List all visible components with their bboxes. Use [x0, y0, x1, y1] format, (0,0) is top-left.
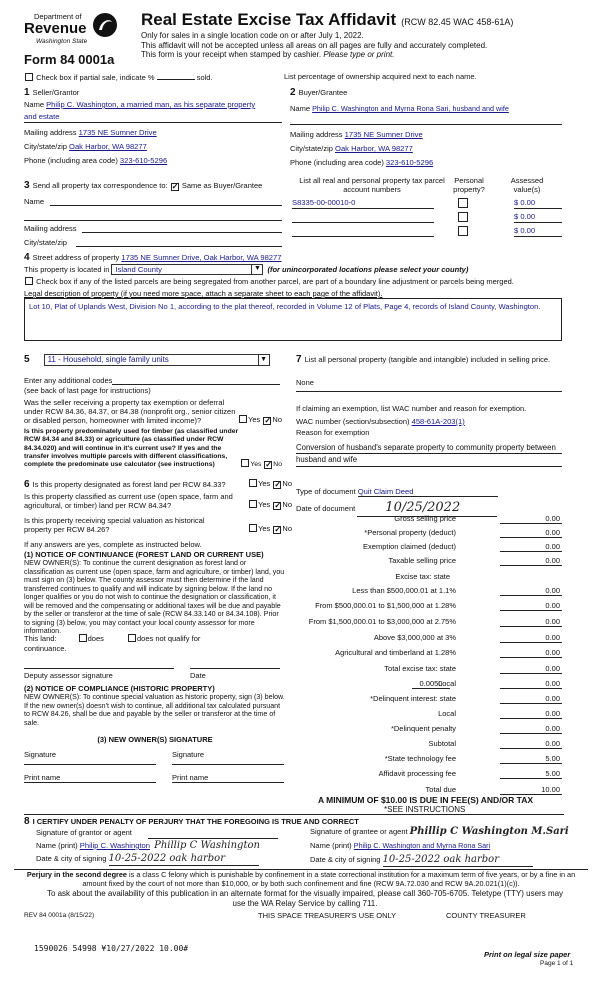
figure-row: [296, 586, 562, 600]
header-note-3: This form is your receipt when stamped by cashier.: [141, 50, 322, 60]
additional-codes-note: (see back of last page for instructions): [24, 386, 151, 395]
buyer-heading-row: [290, 87, 347, 99]
buyer-name-field[interactable]: Philip C. Washington and Myrna Rona Sari, husband and wife: [312, 104, 509, 113]
buyer-mailing-label: Mailing address: [290, 130, 343, 139]
buyer-heading: Buyer/Grantee: [298, 88, 348, 97]
legal-paper-note: Print on legal size paper: [484, 950, 571, 959]
historic-no-checkbox[interactable]: ✓: [274, 525, 282, 535]
figure-label: *Delinquent penalty: [390, 724, 456, 733]
forest-question-text: Is this property designated as forest land per RCW 84.33?: [32, 480, 226, 489]
buyer-phone-field[interactable]: 323-610-5296: [385, 158, 434, 167]
figure-label: Local: [438, 709, 456, 718]
seller-mailing-label: Mailing address: [24, 128, 77, 137]
seller-phone-row: [24, 156, 167, 165]
assessed-value-field[interactable]: $ 0.00: [514, 212, 562, 223]
buyer-name-row: [290, 104, 509, 114]
seller-city-label: City/state/zip: [24, 142, 67, 151]
new-owner-print-label-2: Print name: [172, 773, 209, 782]
exemption-question-text: Was the seller receiving a property tax exemption or deferral under RCW 84.36, 84.37, or 84.38 (nonprofit org., senior citizen or disabled person, homeowner with limited income)?: [24, 398, 236, 426]
figure-label: *State technology fee: [384, 754, 456, 763]
parcel-row: [292, 198, 562, 212]
buyer-name-label: Name: [290, 104, 311, 113]
document-date-field[interactable]: 10/25/2022: [357, 500, 497, 517]
dor-logo: [24, 12, 124, 52]
does-checkbox[interactable]: [79, 634, 87, 642]
section8-number: 8: [24, 816, 30, 827]
yes-label: Yes: [258, 524, 271, 534]
cashier-stamp: 1590026 54998 ¥10/27/2022 10.00#: [34, 944, 189, 953]
no-label: No: [273, 461, 282, 469]
timber-yes-checkbox[interactable]: [241, 459, 249, 467]
figure-label: Agricultural and timberland at 1.28%: [335, 648, 456, 657]
parcel-number-field[interactable]: [292, 212, 434, 223]
figure-value[interactable]: 0.00: [500, 679, 562, 689]
figure-value[interactable]: 0.00: [500, 724, 562, 734]
partial-sale-row: [24, 72, 213, 82]
form-title-row: [141, 10, 513, 31]
county-select-value: Island County: [115, 264, 162, 274]
header-note-2: This affidavit will not be accepted unless all areas on all pages are fully and accurately completed.: [141, 40, 488, 50]
partial-sale-percent-field[interactable]: [157, 72, 195, 80]
timber-question: [24, 428, 282, 469]
current-use-yes-no: [248, 500, 292, 510]
assessed-value-field[interactable]: $ 0.00: [514, 226, 562, 237]
treasurer-use-label: THIS SPACE TREASURER'S USE ONLY: [258, 911, 397, 920]
figure-row: [296, 739, 562, 753]
figure-value[interactable]: 0.00: [500, 648, 562, 658]
grantee-date-field[interactable]: 10-25-2022 oak harbor: [383, 854, 533, 867]
county-treasurer-label: COUNTY TREASURER: [446, 911, 526, 920]
grantor-name-field[interactable]: Philip C. Washington: [79, 841, 150, 850]
county-note: (for unincorporated locations please select your county): [267, 264, 469, 274]
yes-label: Yes: [248, 415, 261, 425]
figure-row: [296, 514, 562, 528]
figure-row: [296, 528, 562, 542]
segregated-row: [24, 277, 514, 286]
document-type-row: [296, 487, 498, 497]
dept-state: Washington State: [36, 38, 88, 45]
alternate-format-note: To ask about the availability of this publication in an alternate format for the visually impaired, please call 360-705-6705. Teletype (TTY) users may use the WA Relay Service by calling 711.: [46, 889, 564, 908]
timber-yes-no: [240, 459, 282, 469]
grantor-name-label: Name (print): [36, 841, 78, 850]
parcel-row: [292, 212, 562, 226]
section5-number: 5: [24, 354, 30, 365]
figure-value[interactable]: 5.00: [500, 754, 562, 764]
grantee-date-label: Date & city of signing: [310, 855, 381, 864]
corr-mailing-label: Mailing address: [24, 224, 77, 233]
segregated-label: Check box if any of the listed parcels are being segregated from another parcel, are part of a boundary line adjustment or parcels being merged.: [36, 277, 514, 286]
figure-label: Local: [438, 679, 456, 688]
same-as-buyer-label: Same as Buyer/Grantee: [181, 181, 263, 190]
personal-property-list: [296, 354, 562, 366]
figure-value[interactable]: 0.00: [500, 739, 562, 749]
forest-yes-no: [248, 479, 292, 489]
seller-phone-label: Phone (including area code): [24, 156, 118, 165]
notice2-body: NEW OWNER(S): To continue special valuation as historic property, sign (3) below. If the new owner(s) doesn't wish to continue, all additional tax calculated pursuant to RCW 84.26, shall be due and payable by the seller or transferor at the time of sale.: [24, 693, 285, 727]
seller-phone-field[interactable]: 323-610-5296: [119, 156, 168, 165]
forest-yes-checkbox[interactable]: [249, 479, 257, 487]
figure-value[interactable]: 0.00: [500, 556, 562, 566]
correspondence-label: Send all property tax correspondence to:: [32, 181, 168, 190]
figure-row: [296, 648, 562, 662]
figure-label: Less than $500,000.01 at 1.1%: [352, 586, 456, 595]
county-select[interactable]: [111, 264, 263, 275]
street-label: Street address of property: [32, 253, 120, 262]
reason-field[interactable]: Conversion of husband's separate property to community property between husband and wife: [296, 443, 556, 465]
grantee-signature-field[interactable]: Phillip C Washington M.Sari: [409, 826, 569, 837]
figure-value[interactable]: 0.00: [500, 542, 562, 552]
does-not-checkbox[interactable]: [128, 634, 136, 642]
grantor-signature-label: Signature of grantor or agent: [36, 828, 132, 837]
corr-name-label: Name: [24, 197, 45, 206]
figure-label: Total excise tax: state: [384, 664, 456, 673]
seller-city-field[interactable]: Oak Harbor, WA 98277: [69, 142, 147, 151]
buyer-section-number: 2: [290, 87, 296, 98]
perjury-text: is a class C felony which is punishable by confinement in a state correctional institution for a maximum term of five years, or by a fine in an amount fixed by the court of not more than $10,000, or by both such confinement and fine (RCW 9A.72.030 and RCW 9A.20.021(1)(c)).: [82, 870, 576, 888]
legal-description-field[interactable]: Lot 10, Plat of Uplands West, Division No 1, according to the plat thereof, recorded in Volume 12 of Plats, Page 4, records of Island County, Washington.: [24, 298, 562, 341]
partial-sale-label-post: sold.: [196, 73, 213, 82]
exemption-yes-checkbox[interactable]: [239, 415, 247, 423]
wac-label: WAC number (section/subsection): [296, 417, 410, 426]
form-number: Form 84 0001a: [24, 52, 115, 67]
buyer-mailing-field[interactable]: 1735 NE Sumner Drive: [344, 130, 423, 139]
continuance-label: continuance.: [24, 644, 67, 653]
chevron-down-icon: ▼: [251, 265, 262, 274]
forest-question: [24, 479, 292, 491]
yes-label: Yes: [258, 479, 271, 488]
seller-mailing-field[interactable]: 1735 NE Sumner Drive: [78, 128, 157, 137]
personal-property-checkbox[interactable]: [458, 212, 468, 222]
parcel-col-header: List all real and personal property tax parcel account numbers: [299, 176, 445, 195]
correspondence-row: [24, 180, 262, 192]
personal-property-list-label: List all personal property (tangible and intangible) included in selling price.: [304, 355, 551, 364]
legal-label: Legal description of property (if you need more space, attach a separate sheet to each page of the affidavit).: [24, 289, 383, 298]
figure-label: Total due: [425, 785, 456, 794]
dor-swirl-icon: [92, 12, 118, 38]
grantee-name-row: [310, 841, 490, 851]
new-owner-print-label: Print name: [24, 773, 61, 782]
document-date-label: Date of document: [296, 504, 356, 513]
personal-property-checkbox[interactable]: [458, 198, 468, 208]
local-rate: 0.0050: [412, 679, 450, 689]
figure-label: From $500,000.01 to $1,500,000 at 1.28%: [315, 601, 456, 610]
figure-value[interactable]: 0.00: [500, 514, 562, 524]
current-use-question: [24, 492, 292, 510]
grantee-name-field[interactable]: Philip C. Washington and Myrna Rona Sari: [353, 841, 491, 850]
buyer-mailing-row: [290, 130, 423, 139]
parcel-number-field[interactable]: [292, 226, 434, 237]
header-note-3-italic: Please type or print.: [323, 50, 395, 60]
seller-section-number: 1: [24, 87, 30, 98]
figure-label: Affidavit processing fee: [378, 769, 456, 778]
chevron-down-icon: ▼: [258, 355, 269, 365]
wac-row: [296, 417, 465, 426]
grantee-signature-label: Signature of grantee or agent: [310, 827, 408, 836]
perjury-bold: Perjury in the second degree: [26, 870, 127, 879]
grantor-date-label: Date & city of signing: [36, 854, 107, 863]
grantee-name-label: Name (print): [310, 841, 352, 850]
use-code-row: [24, 354, 270, 366]
minimum-due-note: A MINIMUM OF $10.00 IS DUE IN FEE(S) AND/OR TAX: [318, 795, 534, 805]
figure-label: Taxable selling price: [388, 556, 456, 565]
page-number: Page 1 of 1: [540, 960, 574, 967]
correspondence-section-number: 3: [24, 180, 30, 191]
figure-row: [296, 754, 562, 768]
use-code-value: 11 - Household, single family units: [47, 355, 169, 365]
buyer-phone-label: Phone (including area code): [290, 158, 384, 167]
figure-value[interactable]: 0.00: [500, 601, 562, 611]
see-instructions-note: *SEE INSTRUCTIONS: [384, 805, 466, 814]
wac-number-field[interactable]: 458-61A-203(1): [411, 417, 465, 426]
historic-yes-no: [248, 524, 292, 534]
header-note-3-row: [141, 50, 487, 60]
figure-value[interactable]: 0.00: [500, 709, 562, 719]
document-type-label: Type of document: [296, 487, 356, 496]
assessed-col-header: Assessed value(s): [510, 176, 544, 195]
seller-name-field[interactable]: Philip C. Washington, a married man, as his separate property: [46, 100, 256, 109]
reason-label: Reason for exemption: [296, 428, 370, 437]
dept-line: Department of: [34, 12, 82, 21]
grantor-signature-field[interactable]: Phillip C Washington: [154, 840, 260, 851]
seller-mailing-row: [24, 128, 157, 137]
notice3-title: (3) NEW OWNER(S) SIGNATURE: [97, 735, 213, 744]
no-label: No: [282, 479, 292, 488]
figure-label: Above $3,000,000 at 3%: [373, 633, 456, 642]
form-citation: (RCW 82.45 WAC 458-61A): [401, 17, 514, 27]
partial-sale-label: Check box if partial sale, indicate %: [36, 73, 155, 82]
figure-value[interactable]: 0.00: [500, 528, 562, 538]
corr-city-label: City/state/zip: [24, 238, 67, 247]
personal-col-header: Personal property?: [453, 176, 485, 195]
yes-label: Yes: [250, 461, 262, 469]
seller-name-field-line2[interactable]: and estate: [24, 112, 60, 121]
timber-no-checkbox[interactable]: ✓: [265, 460, 272, 470]
figure-row: [296, 709, 562, 723]
seller-heading: Seller/Grantor: [32, 88, 80, 97]
notice1-body: NEW OWNER(S): To continue the current designation as forest land or classification as current use (open space, farm and agriculture, or timber) land, you must sign on (3) below. The county assessor must then determine if the land transferred continues to qualify and will indicate by signing below. If the land no longer qualifies or you do not wish to continue the designation or classification, it will be removed and the compensating or additional taxes will be due and payable by the seller or transferor at the time of sale (RCW 84.33.140 or 84.34.108). Prior to signing (3) below, you may contact your local county assessor for more information.: [24, 559, 285, 635]
exemption-yes-no: [238, 415, 282, 425]
figure-row: [296, 769, 562, 783]
document-type-field[interactable]: Quit Claim Deed: [358, 487, 498, 497]
section6-number: 6: [24, 479, 30, 490]
no-label: No: [272, 415, 282, 425]
no-label: No: [282, 500, 292, 510]
parcel-row: [292, 226, 562, 240]
figure-row: [296, 694, 562, 708]
grantor-name-row: [36, 840, 260, 852]
historic-question-text: Is this property receiving special valuation as historical property per RCW 84.26?: [24, 516, 205, 535]
partial-sale-checkbox[interactable]: [25, 73, 33, 81]
current-use-yes-checkbox[interactable]: [249, 500, 257, 508]
grantee-date-row: [310, 854, 533, 867]
figure-row: [296, 572, 562, 586]
header-note-1: Only for sales in a single location code on or after July 1, 2022.: [141, 31, 364, 40]
deputy-date-label: Date: [190, 671, 206, 680]
no-label: No: [282, 524, 292, 534]
figure-value[interactable]: 0.00: [500, 694, 562, 704]
figure-value[interactable]: 0.00: [500, 633, 562, 643]
figure-label: Gross selling price: [394, 514, 456, 523]
current-use-question-text: Is this property classified as current use (open space, farm and agricultural, or timber) land per RCW 84.34?: [24, 492, 233, 511]
seller-name-label: Name: [24, 100, 45, 109]
parcel-rows: [292, 198, 562, 240]
buyer-city-label: City/state/zip: [290, 144, 333, 153]
personal-property-field[interactable]: None: [296, 378, 314, 387]
assessed-value-field[interactable]: $ 0.00: [514, 198, 562, 209]
figure-value[interactable]: 0.00: [500, 586, 562, 596]
county-row: [24, 264, 468, 275]
historic-question: [24, 516, 292, 534]
buyer-phone-row: [290, 158, 433, 167]
exemption-question: [24, 398, 282, 425]
notice1-title: (1) NOTICE OF CONTINUANCE (FOREST LAND OR CURRENT USE): [24, 550, 264, 559]
figure-label: Excise tax: state: [395, 572, 450, 581]
dept-name: Revenue: [24, 20, 87, 37]
seller-name-row: [24, 100, 282, 109]
segregated-checkbox[interactable]: [25, 277, 33, 285]
figure-label: Subtotal: [428, 739, 456, 748]
revision-label: REV 84 0001a (8/15/22): [24, 912, 95, 919]
yes-label: Yes: [258, 500, 271, 510]
certify-text: I CERTIFY UNDER PENALTY OF PERJURY THAT THE FOREGOING IS TRUE AND CORRECT: [32, 817, 359, 826]
if-yes-note: If any answers are yes, complete as instructed below.: [24, 540, 202, 549]
street-address-field[interactable]: 1735 NE Sumner Drive, Oak Harbor, WA 98277: [121, 253, 282, 262]
does-not-label: does not qualify for: [136, 634, 201, 643]
current-use-no-checkbox[interactable]: ✓: [274, 501, 282, 511]
personal-property-checkbox[interactable]: [458, 226, 468, 236]
seller-city-row: [24, 142, 147, 151]
perjury-notice: [14, 869, 588, 889]
exemption-claim-label: If claiming an exemption, list WAC number and reason for exemption.: [296, 404, 527, 413]
figure-row: [296, 617, 562, 631]
section7-number: 7: [296, 354, 302, 365]
figure-label: *Personal property (deduct): [364, 528, 456, 537]
new-owner-signature-label: Signature: [24, 750, 57, 759]
street-row: [24, 252, 281, 264]
does-label: does: [87, 634, 104, 643]
street-section-number: 4: [24, 252, 30, 263]
exemption-no-checkbox[interactable]: ✓: [264, 416, 272, 426]
timber-question-text: Is this property predominately used for timber (as classified under RCW 84.34 and 84.33) or agriculture (as classified under RCW 84.34.020) and will continue in it's current use? If yes and the transfer involves multiple parcels with different classifications, complete the predominate use calculator (see instructions): [24, 428, 239, 469]
use-code-select[interactable]: [44, 354, 270, 366]
header-notes: [141, 31, 487, 60]
new-owner-signature-label-2: Signature: [172, 750, 205, 759]
figure-row: [296, 542, 562, 556]
grantor-signature-row: [36, 828, 132, 837]
figure-label: From $1,500,000.01 to $3,000,000 at 2.75%: [308, 617, 456, 626]
figure-row: [296, 724, 562, 738]
additional-codes-label: Enter any additional codes: [24, 376, 113, 385]
this-land-label: This land:: [24, 634, 57, 643]
parcel-number-field[interactable]: S8335-00-00010-0: [292, 198, 434, 209]
buyer-city-field[interactable]: Oak Harbor, WA 98277: [335, 144, 413, 153]
figure-row: [296, 556, 562, 570]
figure-value[interactable]: 0.00: [500, 664, 562, 674]
figure-value[interactable]: 5.00: [500, 769, 562, 779]
notice2-title: (2) NOTICE OF COMPLIANCE (HISTORIC PROPERTY): [24, 684, 215, 693]
this-land-row: [24, 634, 200, 643]
grantor-date-field[interactable]: 10-25-2022 oak harbor: [109, 853, 259, 866]
figure-row: [296, 664, 562, 678]
figure-value[interactable]: 10.00: [500, 785, 562, 795]
form-title: Real Estate Excise Tax Affidavit: [141, 10, 397, 29]
located-label: This property is located in: [24, 264, 110, 274]
figure-value[interactable]: 0.00: [500, 617, 562, 627]
buyer-city-row: [290, 144, 413, 153]
historic-yes-checkbox[interactable]: [249, 524, 257, 532]
grantee-signature-row: [310, 826, 569, 838]
deputy-signature-label: Deputy assessor signature: [24, 671, 113, 680]
same-as-buyer-checkbox[interactable]: ✓: [171, 182, 179, 191]
forest-no-checkbox[interactable]: ✓: [274, 480, 282, 489]
figure-label: Exemption claimed (deduct): [363, 542, 456, 551]
figure-row: [296, 679, 562, 693]
figure-row: [296, 633, 562, 647]
ownership-note: List percentage of ownership acquired next to each name.: [284, 72, 477, 81]
figure-label: *Delinquent interest: state: [370, 694, 456, 703]
grantor-date-row: [36, 853, 259, 866]
figure-row: [296, 601, 562, 615]
seller-heading-row: [24, 87, 79, 99]
